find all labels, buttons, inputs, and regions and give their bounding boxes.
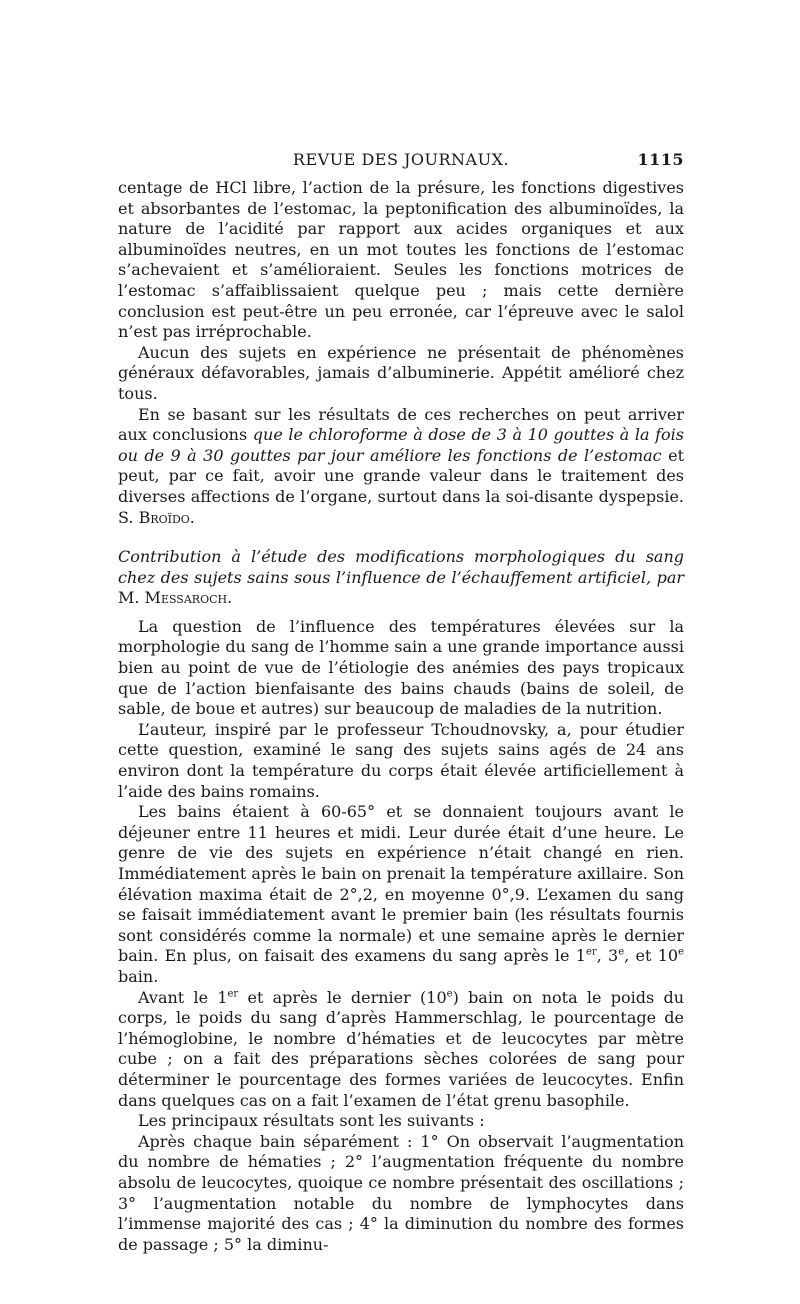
conclusion-italic: que le chloroforme à dose de 3 à 10 gouttes à la fois ou de 9 à 30 gouttes par jour améliore les fonctions de l’estomac (118, 425, 685, 465)
previous-article-body (118, 178, 684, 528)
paragraph: L’auteur, inspiré par le professeur Tchoudnovsky, a, pour étudier cette question, examiné le sang des sujets sains agés de 24 ans environ dont la température du corps était élevée artificiellement à l’aide des bains romains. (118, 719, 684, 801)
section-gap (118, 528, 684, 547)
paragraph (118, 988, 684, 1112)
article-title-text: Contribution à l’étude des modifications morphologiques du sang chez des sujets sains sous l’influence de l’échauffement artificiel, par (118, 547, 684, 587)
conclusion-lead: En se basant sur les résultats de ces recherches on peut arriver aux conclusions (118, 404, 684, 445)
paragraph-text: ) bain on nota le poids du corps, le poids du sang d’après Hammerschlag, le pourcentage de l’hémoglobine, le nombre d’hématies et de leucocytes par mètre cube ; on a fait des préparations sèches colorées de sang pour déterminer le pourcentage des formes variées de leucocytes. Enfin dans quelques cas on a fait l’examen de l’état grenu basophile. (118, 987, 685, 1110)
superscript: er (227, 988, 239, 1000)
running-header (118, 150, 684, 178)
article-body (118, 617, 684, 1255)
paragraph-text: et après le dernier (10 (238, 987, 447, 1007)
paragraph-continuation: centage de HCl libre, l’action de la présure, les fonctions digestives et absorbantes de l’estomac, la peptonification des albuminoïdes, la nature de l’acidité par rapport aux acides organiques et aux albuminoïdes neutres, en un mot toutes les fonctions de l’estomac s’achevaient et s’amélioraient. Seules les fonctions motrices de l’estomac s’affaiblissaient quelque peu ; mais cette dernière conclusion est peut-être un peu erronée, car l’épreuve avec le salol n’est pas irréprochable. (118, 178, 684, 342)
superscript: e (446, 988, 453, 1000)
journal-page (118, 150, 684, 1255)
article-author: M. Messaroch. (118, 588, 233, 608)
paragraph-text: , 3 (596, 946, 619, 966)
paragraph-text: Avant le 1 (138, 987, 228, 1007)
paragraph: Aucun des sujets en expérience ne présentait de phénomènes généraux défavorables, jamais d’albuminerie. Appétit amélioré chez tous. (118, 342, 684, 403)
conclusion-tail: et peut, par ce fait, avoir une grande valeur dans le traitement des diverses affections de l’organe, surtout dans la soi-disante dyspepsie. (118, 445, 685, 506)
paragraph (118, 802, 684, 987)
article-title (118, 547, 684, 609)
superscript: e (678, 947, 685, 959)
superscript: er (585, 947, 597, 959)
paragraph-conclusion (118, 405, 684, 529)
page-number: 1115 (637, 150, 684, 169)
paragraph: La question de l’influence des températures élevées sur la morphologie du sang de l’homme sain a une grande importance aussi bien au point de vue de l’étiologie des anémies des pays tropicaux que de l’action bienfaisante des bains chauds (bains de soleil, de sable, de boue et autres) sur beaucoup de maladies de la nutrition. (118, 616, 684, 719)
superscript: e (618, 947, 625, 959)
paragraph-text: bain. (118, 966, 159, 986)
paragraph-text: Les bains étaient à 60-65° et se donnaient toujours avant le déjeuner entre 11 heures et midi. Leur durée était d’une heure. Le genre de vie des sujets en expérience n’était changé en rien. Immédiatement après le bain on prenait la température axillaire. Son élévation maxima était de 2°,2, en moyenne 0°,9. L’examen du sang se faisait immédiatement avant le premier bain (les résultats fournis sont considérés comme la normale) et une semaine après le dernier bain. En plus, on faisait des examens du sang après le 1 (118, 802, 684, 966)
author-signature: S. Broïdo. (118, 507, 195, 527)
paragraph-text: , et 10 (624, 946, 679, 966)
journal-title: REVUE DES JOURNAUX. (292, 150, 510, 169)
paragraph: Les principaux résultats sont les suivants : (138, 1111, 485, 1131)
paragraph: Après chaque bain séparément : 1° On observait l’augmentation du nombre de hématies ; 2° l’augmentation fréquente du nombre absolu de leucocytes, quoique ce nombre présentait des oscillations ; 3° l’augmentation notable du nombre de lymphocytes dans l’immense majorité des cas ; 4° la diminution du nombre des formes de passage ; 5° la diminu- (118, 1131, 684, 1254)
